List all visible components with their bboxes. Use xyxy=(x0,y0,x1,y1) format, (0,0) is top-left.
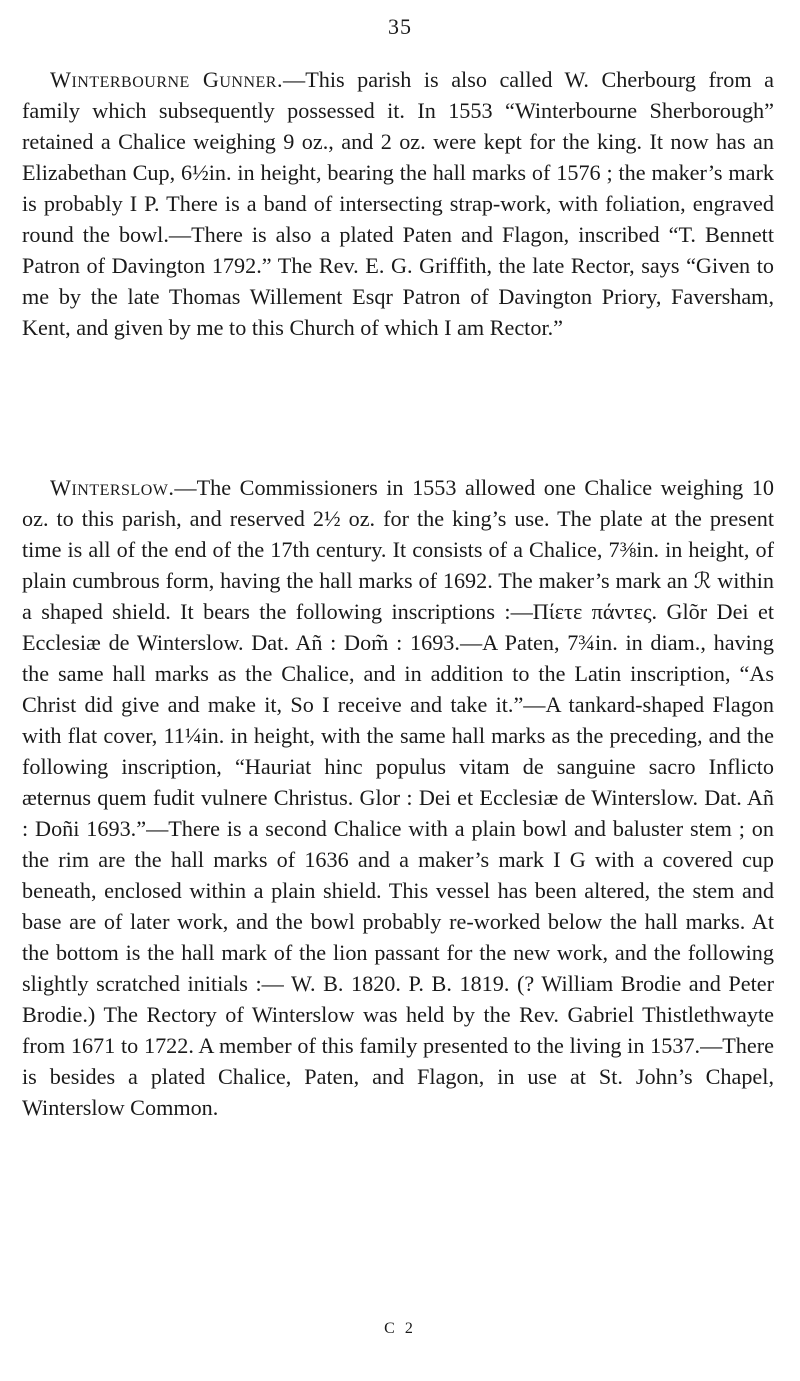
printer-signature-mark: C 2 xyxy=(384,1320,416,1337)
entry-text: —This parish is also called W. Cherbourg from a family which subsequently possessed it. In 1553 “Winterbourne Sherborough” retained a Chalice weighing 9 oz., and 2 oz. were kept for the king. It now has an Elizabethan Cup, 6½in. in height, bearing the hall marks of 1576 ; the maker’s mark is probably I P. There is a band of intersecting strap-work, with foliation, engraved round the bowl.—There is also a plated Paten and Flagon, inscribed “T. Bennett Patron of Davington 1792.” The Rev. E. G. Griffith, the late Rector, says “Given to me by the late Thomas Willement Esqr Patron of Davington Priory, Faversham, Kent, and given by me to this Church of which I am Rector.” xyxy=(22,67,774,340)
entry-text: —The Commissioners in 1553 allowed one Chalice weighing 10 oz. to this parish, and reserved 2½ oz. for the king’s use. The plate at the present time is all of the end of the 17th century. It consists of a Chalice, 7⅜in. in height, of plain cumbrous form, having the hall marks of 1692. The maker’s mark an ℛ within a shaped shield. It bears the following inscriptions :—Πίετε πάντες. Glõr Dei et Ecclesiæ de Winterslow. Dat. Añ : Dom̃ : 1693.—A Paten, 7¾in. in diam., having the same hall marks as the Chalice, and in addition to the Latin inscription, “As Christ did give and make it, So I receive and take it.”—A tankard-shaped Flagon with flat cover, 11¼in. in height, with the same hall marks as the preceding, and the following inscription, “Hauriat hinc populus vitam de sanguine sacro Inflicto æternus quem fudit vulnere Christus. Glor : Dei et Ecclesiæ de Winterslow. Dat. Añ : Doñi 1693.”—There is a second Chalice with a plain bowl and baluster stem ; on the rim are the hall marks of 1636 and a maker’s mark I G with a covered cup beneath, enclosed within a plain shield. This vessel has been altered, the stem and base are of later work, and the bowl probably re-worked below the hall marks. At the bottom is the hall mark of the lion passant for the new work, and the following slightly scratched initials :— W. B. 1820. P. B. 1819. (? William Brodie and Peter Brodie.) The Rectory of Winterslow was held by the Rev. Gabriel Thistlethwayte from 1671 to 1722. A member of this family presented to the living in 1537.—There is besides a plated Chalice, Paten, and Flagon, in use at St. John’s Chapel, Winterslow Common. xyxy=(22,475,774,1120)
entry-heading: Winterslow. xyxy=(50,475,175,500)
entry-heading: Winterbourne Gunner. xyxy=(50,67,284,92)
entry-winterslow xyxy=(22,472,774,1123)
entry-winterbourne-gunner xyxy=(22,64,774,343)
entry-body xyxy=(22,472,774,1123)
entry-body xyxy=(22,64,774,343)
page-number: 35 xyxy=(388,14,412,39)
